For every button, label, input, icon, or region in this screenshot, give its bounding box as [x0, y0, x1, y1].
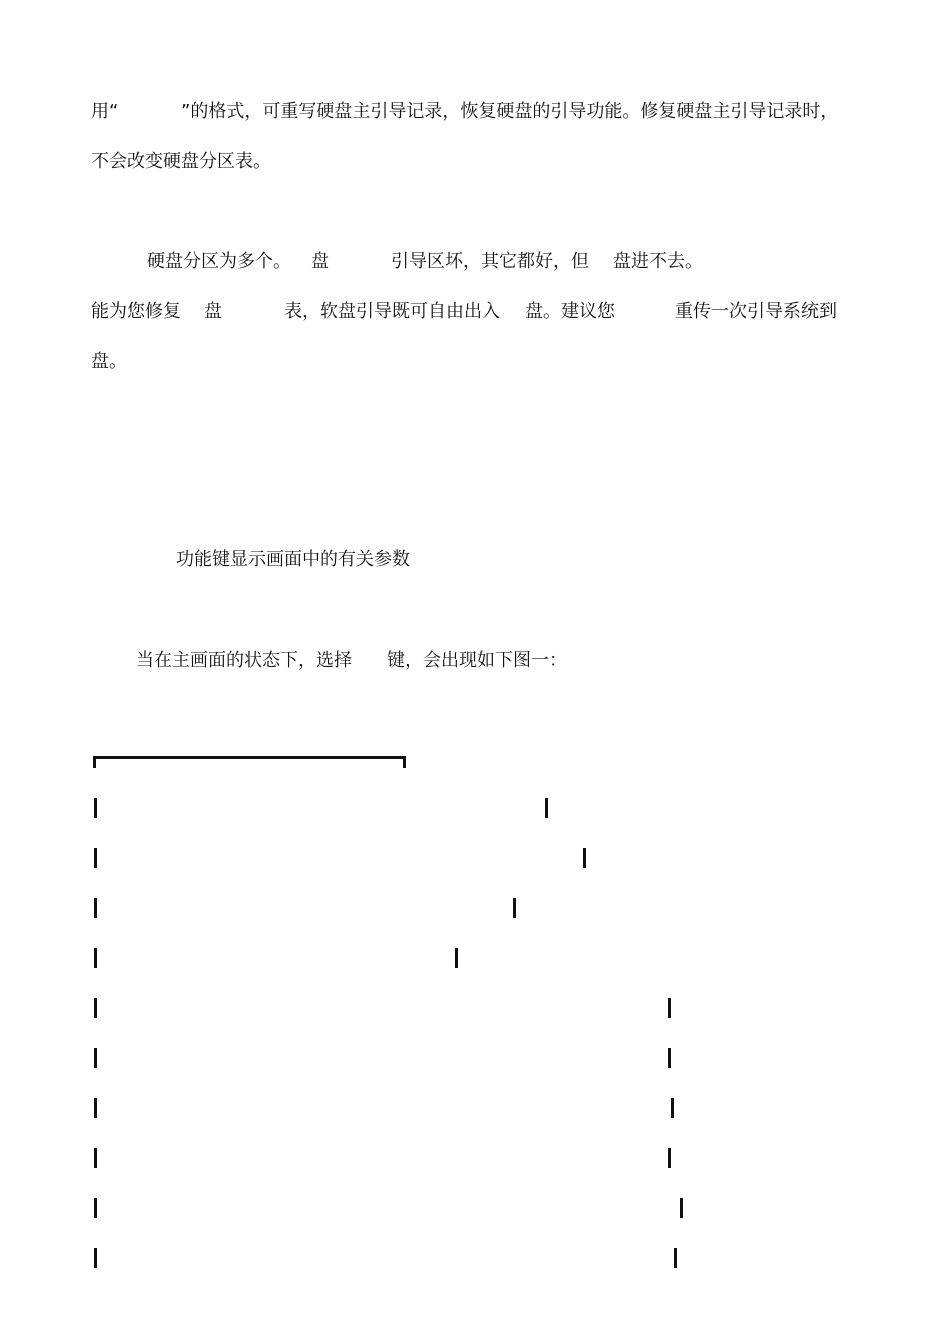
frame-right-edge — [671, 1098, 674, 1118]
frame-left-edge — [94, 1048, 97, 1068]
frame-left-edge — [94, 998, 97, 1018]
paragraph-3-part-5: 重传一次引导系统到 — [675, 301, 837, 322]
frame-right-edge — [545, 798, 548, 818]
frame-top-right-corner — [403, 756, 406, 768]
frame-right-edge — [455, 948, 458, 968]
frame-left-edge — [94, 1248, 97, 1268]
frame-left-edge — [94, 898, 97, 918]
paragraph-3-part-1: 能为您修复 — [91, 301, 181, 322]
paragraph-3-part-2: 盘 — [204, 301, 222, 322]
section-heading: 功能键显示画面中的有关参数 — [176, 549, 410, 570]
frame-left-edge — [94, 798, 97, 818]
paragraph-1-start: 用“ — [91, 101, 119, 122]
paragraph-3-line-2: 盘。 — [91, 351, 127, 372]
frame-right-edge — [668, 998, 671, 1018]
frame-left-edge — [94, 848, 97, 868]
paragraph-2-part-3: 引导区坏，其它都好，但 — [391, 251, 589, 272]
frame-left-edge — [94, 1148, 97, 1168]
intro-part-1: 当在主画面的状态下，选择 — [136, 650, 352, 671]
frame-left-edge — [94, 1098, 97, 1118]
intro-part-2: 键，会出现如下图一： — [387, 650, 567, 671]
frame-right-edge — [674, 1248, 677, 1268]
frame-top-border — [93, 756, 406, 759]
paragraph-2-part-1: 硬盘分区为多个。 — [147, 251, 291, 272]
frame-right-edge — [668, 1048, 671, 1068]
paragraph-2-part-4: 盘进不去。 — [613, 251, 703, 272]
frame-right-edge — [680, 1198, 683, 1218]
paragraph-3-part-3: 表，软盘引导既可自由出入 — [284, 301, 500, 322]
paragraph-1-line-2: 不会改变硬盘分区表。 — [91, 151, 271, 172]
paragraph-2-part-2: 盘 — [311, 251, 329, 272]
paragraph-1-text: ”的格式，可重写硬盘主引导记录，恢复硬盘的引导功能。修复硬盘主引导记录时， — [181, 101, 839, 122]
frame-left-edge — [94, 1198, 97, 1218]
frame-right-edge — [668, 1148, 671, 1168]
frame-right-edge — [583, 848, 586, 868]
paragraph-3-part-4: 盘。建议您 — [525, 301, 615, 322]
frame-left-edge — [94, 948, 97, 968]
frame-top-left-corner — [93, 756, 96, 768]
frame-right-edge — [513, 898, 516, 918]
